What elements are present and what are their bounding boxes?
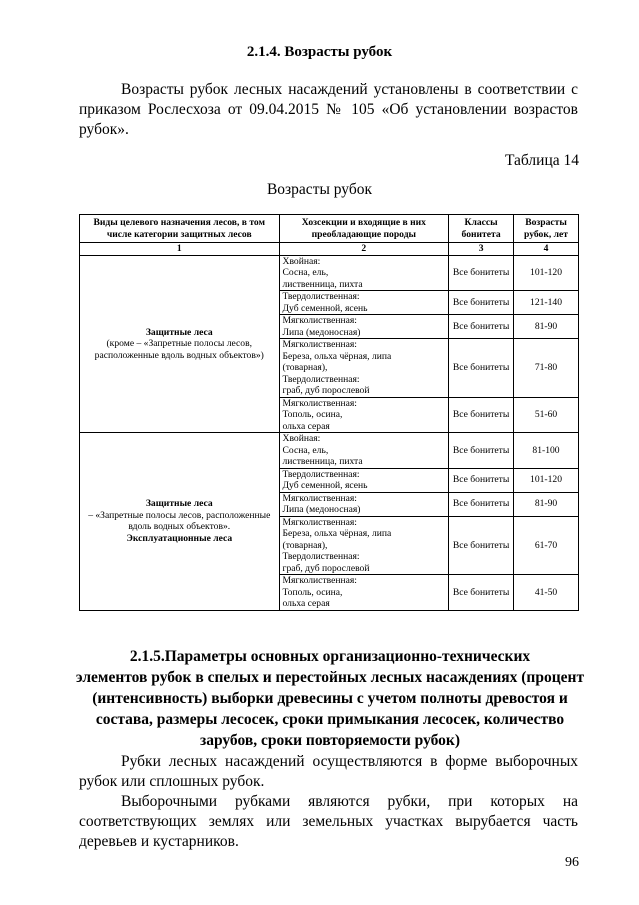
table-title: Возрасты рубок	[266, 181, 373, 198]
purpose-cell	[80, 255, 280, 433]
class-cell: Все бонитеты	[449, 468, 514, 492]
species-cell	[279, 433, 449, 469]
paragraph-line: Выборочными рубками являются рубки, при которых на	[121, 793, 578, 810]
species-cell	[279, 492, 449, 516]
paragraph-2	[79, 792, 578, 852]
species-line: Сосна, ель,	[282, 444, 329, 456]
species-line: (товарная),	[282, 539, 328, 551]
species-line: Тополь, осина,	[282, 409, 343, 420]
species-line: Тополь, осина,	[282, 586, 343, 598]
age-cell: 81-90	[514, 315, 579, 339]
age-cell: 81-100	[514, 433, 579, 469]
species-line: Мягколиственная:	[282, 492, 357, 504]
species-line: Береза, ольха чёрная, липа	[282, 350, 392, 362]
paragraph-1	[79, 752, 578, 792]
species-cell	[279, 291, 449, 315]
species-cell	[279, 516, 449, 575]
page-number: 96	[565, 855, 579, 870]
paragraph-line: рубок или сплошных рубок.	[79, 773, 265, 790]
purpose-bold: Защитные леса	[145, 498, 213, 510]
species-line: Сосна, ель,	[282, 267, 329, 278]
table-header-row	[80, 215, 579, 243]
table-row	[80, 433, 579, 469]
species-line: Липа (медоносная)	[282, 326, 361, 338]
col-number: 3	[449, 243, 514, 256]
intro-line: Возрасты рубок лесных насаждений установлены в соответствии с	[121, 81, 578, 98]
col-number: 4	[514, 243, 579, 256]
species-line: Дуб семенной, ясень	[282, 480, 368, 491]
section2-title-line: состава, размеры лесосек, сроки примыкания лесосек, количество	[95, 711, 565, 728]
species-line: Мягколиственная:	[282, 397, 357, 409]
species-line: Мягколиственная:	[282, 315, 357, 326]
felling-age-table	[79, 214, 579, 611]
species-line: граб, дуб порослевой	[282, 385, 370, 396]
species-line: ольха серая	[282, 598, 330, 609]
paragraph-line: деревьев и кустарников.	[79, 833, 239, 850]
species-line: Мягколиственная:	[282, 339, 357, 350]
header-purpose: Виды целевого назначения лесов, в том числе категории защитных лесов	[80, 215, 280, 243]
header-class: Классы бонитета	[449, 215, 514, 243]
species-line: Береза, ольха чёрная, липа	[282, 528, 392, 539]
class-cell: Все бонитеты	[449, 516, 514, 575]
species-line: Хвойная:	[282, 255, 321, 267]
section2-title-line: элементов рубок в спелых и перестойных лесных насаждениях (процент	[75, 669, 585, 686]
paragraph-line: соответствующих землях или земельных участках вырубается часть	[79, 813, 578, 830]
column-number-row	[80, 243, 579, 256]
header-species: Хозсекции и входящие в них преобладающие породы	[279, 215, 449, 243]
species-line: (товарная),	[282, 362, 328, 373]
purpose-cell	[80, 433, 280, 611]
section-title: 2.1.4. Возрасты рубок	[246, 44, 393, 60]
species-line: Твердолиственная:	[282, 468, 360, 480]
age-cell: 121-140	[514, 291, 579, 315]
species-line: Мягколиственная:	[282, 516, 357, 528]
intro-paragraph	[79, 80, 578, 140]
purpose-bold: Защитные леса	[145, 326, 213, 338]
table-row	[80, 255, 579, 291]
section2-title	[60, 646, 600, 751]
table-caption: Таблица 14	[504, 152, 579, 169]
species-cell	[279, 468, 449, 492]
species-line: Дуб семенной, ясень	[282, 302, 368, 314]
species-line: Мягколиственная:	[282, 575, 357, 586]
age-cell: 81-90	[514, 492, 579, 516]
age-cell: 51-60	[514, 397, 579, 433]
section2-title-line: зарубов, сроки повторяемости рубок)	[199, 732, 461, 749]
class-cell: Все бонитеты	[449, 255, 514, 291]
col-number: 1	[80, 243, 280, 256]
age-cell: 101-120	[514, 255, 579, 291]
class-cell: Все бонитеты	[449, 315, 514, 339]
species-line: Липа (медоносная)	[282, 504, 361, 515]
paragraph-line: Рубки лесных насаждений осуществляются в форме выборочных	[121, 753, 578, 770]
species-cell	[279, 575, 449, 611]
species-cell	[279, 255, 449, 291]
intro-line: рубок».	[79, 121, 129, 138]
species-line: лиственница, пихта	[282, 278, 363, 290]
species-line: лиственница, пихта	[282, 456, 363, 467]
intro-line: приказом Рослесхоза от 09.04.2015 № 105 «Об установлении возрастов	[79, 101, 578, 118]
purpose-text: (кроме – «Запретные полосы лесов, расположенные вдоль водных объектов»)	[94, 338, 264, 361]
age-cell: 101-120	[514, 468, 579, 492]
class-cell: Все бонитеты	[449, 492, 514, 516]
age-cell: 41-50	[514, 575, 579, 611]
species-cell	[279, 397, 449, 433]
species-line: Хвойная:	[282, 433, 321, 444]
class-cell: Все бонитеты	[449, 291, 514, 315]
class-cell: Все бонитеты	[449, 339, 514, 398]
class-cell: Все бонитеты	[449, 397, 514, 433]
age-cell: 61-70	[514, 516, 579, 575]
species-line: граб, дуб порослевой	[282, 562, 370, 574]
purpose-bold-2: Эксплуатационные леса	[126, 532, 233, 544]
species-line: Твердолиственная:	[282, 373, 360, 385]
species-cell	[279, 339, 449, 398]
age-cell: 71-80	[514, 339, 579, 398]
col-number: 2	[279, 243, 449, 256]
species-line: Твердолиственная:	[282, 291, 360, 302]
species-cell	[279, 315, 449, 339]
purpose-text: – «Запретные полосы лесов, расположенные вдоль водных объектов».	[88, 509, 271, 533]
section2-title-line: (интенсивность) выборки древесины с учетом полноты древостоя и	[92, 690, 568, 707]
class-cell: Все бонитеты	[449, 575, 514, 611]
species-line: ольха серая	[282, 420, 330, 432]
species-line: Твердолиственная:	[282, 551, 360, 562]
class-cell: Все бонитеты	[449, 433, 514, 469]
header-age: Возрасты рубок, лет	[514, 215, 579, 243]
section2-title-line: 2.1.5.Параметры основных организационно-технических	[129, 648, 531, 665]
table-body	[80, 255, 579, 610]
